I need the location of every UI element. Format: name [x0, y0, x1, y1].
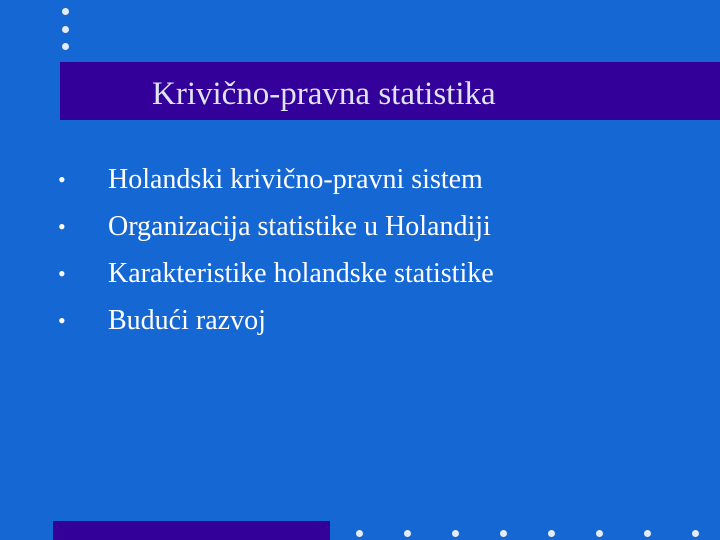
decor-dot-bottom-8 [692, 530, 699, 537]
decor-dot-bottom-1 [356, 530, 363, 537]
decor-dot-top-1 [62, 8, 69, 15]
bullet-mark: • [58, 214, 66, 239]
decor-dot-bottom-4 [500, 530, 507, 537]
bottom-bar [53, 521, 330, 540]
decor-dot-top-3 [62, 43, 69, 50]
bullet-mark: • [58, 308, 66, 333]
bullet-mark: • [58, 167, 66, 192]
list-item-text: Budući razvoj [108, 305, 266, 336]
decor-dot-top-2 [62, 26, 69, 33]
decor-dot-bottom-3 [452, 530, 459, 537]
list-item-text: Holandski krivično-pravni sistem [108, 164, 483, 195]
bullet-mark: • [58, 261, 66, 286]
slide-title: Krivično-pravna statistika [152, 76, 496, 112]
decor-dot-bottom-7 [644, 530, 651, 537]
list-item-text: Karakteristike holandske statistike [108, 258, 494, 289]
decor-dot-bottom-5 [548, 530, 555, 537]
list-item-text: Organizacija statistike u Holandiji [108, 211, 491, 242]
decor-dot-bottom-2 [404, 530, 411, 537]
decor-dot-bottom-6 [596, 530, 603, 537]
